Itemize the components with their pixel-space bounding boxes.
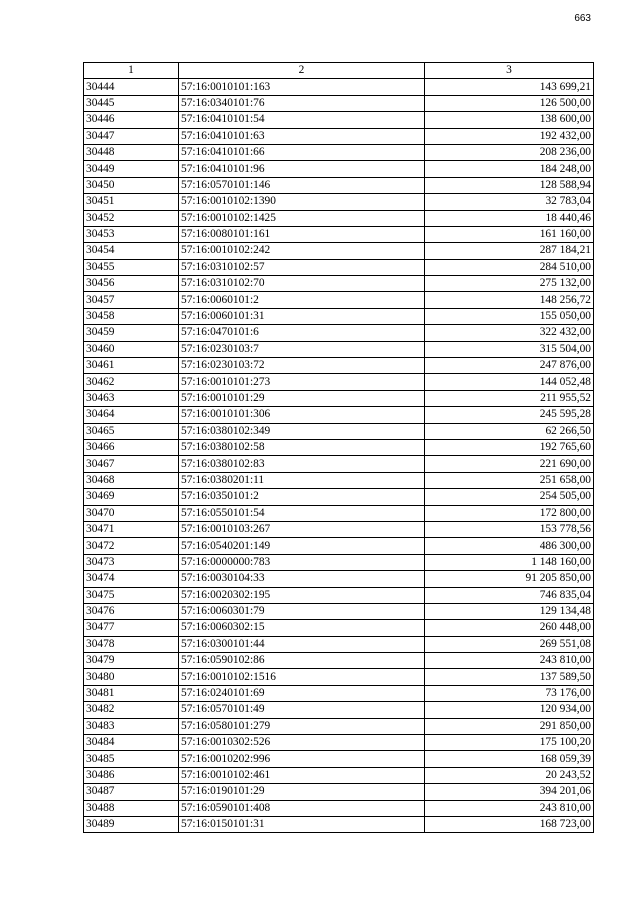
table-row bbox=[84, 407, 594, 423]
row-number: 30453 bbox=[84, 226, 179, 242]
table-row bbox=[84, 390, 594, 406]
table-row bbox=[84, 144, 594, 160]
column-header-2: 2 bbox=[179, 63, 425, 79]
table-row bbox=[84, 292, 594, 308]
table-row bbox=[84, 79, 594, 95]
row-number: 30454 bbox=[84, 243, 179, 259]
cadastral-value: 394 201,06 bbox=[425, 784, 594, 800]
row-number: 30458 bbox=[84, 308, 179, 324]
cadastral-value: 18 440,46 bbox=[425, 210, 594, 226]
cadastral-number: 57:16:0230103:72 bbox=[179, 358, 425, 374]
row-number: 30448 bbox=[84, 144, 179, 160]
cadastral-number: 57:16:0010102:1516 bbox=[179, 669, 425, 685]
cadastral-value-table bbox=[83, 62, 594, 833]
table-row bbox=[84, 194, 594, 210]
cadastral-number: 57:16:0010302:526 bbox=[179, 735, 425, 751]
cadastral-number: 57:16:0010102:1425 bbox=[179, 210, 425, 226]
row-number: 30452 bbox=[84, 210, 179, 226]
cadastral-value: 1 148 160,00 bbox=[425, 554, 594, 570]
row-number: 30473 bbox=[84, 554, 179, 570]
row-number: 30470 bbox=[84, 505, 179, 521]
row-number: 30463 bbox=[84, 390, 179, 406]
cadastral-value: 153 778,56 bbox=[425, 521, 594, 537]
cadastral-number: 57:16:0590102:86 bbox=[179, 653, 425, 669]
table-row bbox=[84, 521, 594, 537]
cadastral-number: 57:16:0570101:146 bbox=[179, 177, 425, 193]
row-number: 30469 bbox=[84, 489, 179, 505]
row-number: 30445 bbox=[84, 95, 179, 111]
row-number: 30489 bbox=[84, 816, 179, 832]
table-row bbox=[84, 112, 594, 128]
cadastral-number: 57:16:0240101:69 bbox=[179, 685, 425, 701]
table-row bbox=[84, 374, 594, 390]
row-number: 30480 bbox=[84, 669, 179, 685]
table-row bbox=[84, 226, 594, 242]
cadastral-value: 322 432,00 bbox=[425, 325, 594, 341]
cadastral-value: 315 504,00 bbox=[425, 341, 594, 357]
cadastral-value: 291 850,00 bbox=[425, 718, 594, 734]
row-number: 30477 bbox=[84, 620, 179, 636]
table-row bbox=[84, 636, 594, 652]
cadastral-number: 57:16:0080101:161 bbox=[179, 226, 425, 242]
cadastral-number: 57:16:0010102:1390 bbox=[179, 194, 425, 210]
row-number: 30486 bbox=[84, 767, 179, 783]
cadastral-value: 128 588,94 bbox=[425, 177, 594, 193]
table-row bbox=[84, 603, 594, 619]
cadastral-value: 91 205 850,00 bbox=[425, 571, 594, 587]
cadastral-number: 57:16:0010101:273 bbox=[179, 374, 425, 390]
cadastral-number: 57:16:0030104:33 bbox=[179, 571, 425, 587]
cadastral-number: 57:16:0350101:2 bbox=[179, 489, 425, 505]
cadastral-value: 138 600,00 bbox=[425, 112, 594, 128]
table-row bbox=[84, 95, 594, 111]
row-number: 30457 bbox=[84, 292, 179, 308]
cadastral-value: 486 300,00 bbox=[425, 538, 594, 554]
row-number: 30476 bbox=[84, 603, 179, 619]
cadastral-number: 57:16:0010202:996 bbox=[179, 751, 425, 767]
table-row bbox=[84, 784, 594, 800]
cadastral-value: 168 059,39 bbox=[425, 751, 594, 767]
cadastral-value: 192 432,00 bbox=[425, 128, 594, 144]
cadastral-number: 57:16:0380102:83 bbox=[179, 456, 425, 472]
table-row bbox=[84, 210, 594, 226]
cadastral-value: 137 589,50 bbox=[425, 669, 594, 685]
table-row bbox=[84, 505, 594, 521]
row-number: 30479 bbox=[84, 653, 179, 669]
cadastral-value: 287 184,21 bbox=[425, 243, 594, 259]
cadastral-number: 57:16:0380102:349 bbox=[179, 423, 425, 439]
cadastral-number: 57:16:0010101:29 bbox=[179, 390, 425, 406]
table-header bbox=[84, 63, 594, 79]
table-row bbox=[84, 308, 594, 324]
row-number: 30475 bbox=[84, 587, 179, 603]
cadastral-value: 260 448,00 bbox=[425, 620, 594, 636]
cadastral-value: 126 500,00 bbox=[425, 95, 594, 111]
cadastral-number: 57:16:0010102:242 bbox=[179, 243, 425, 259]
cadastral-value: 120 934,00 bbox=[425, 702, 594, 718]
cadastral-value: 184 248,00 bbox=[425, 161, 594, 177]
row-number: 30449 bbox=[84, 161, 179, 177]
table-body bbox=[84, 79, 594, 833]
table-row bbox=[84, 702, 594, 718]
cadastral-value: 243 810,00 bbox=[425, 653, 594, 669]
table-row bbox=[84, 653, 594, 669]
table-row bbox=[84, 243, 594, 259]
cadastral-number: 57:16:0540201:149 bbox=[179, 538, 425, 554]
table-row bbox=[84, 718, 594, 734]
table-row bbox=[84, 472, 594, 488]
cadastral-number: 57:16:0380201:11 bbox=[179, 472, 425, 488]
row-number: 30481 bbox=[84, 685, 179, 701]
table-row bbox=[84, 128, 594, 144]
cadastral-value: 73 176,00 bbox=[425, 685, 594, 701]
cadastral-number: 57:16:0340101:76 bbox=[179, 95, 425, 111]
row-number: 30474 bbox=[84, 571, 179, 587]
cadastral-value: 144 052,48 bbox=[425, 374, 594, 390]
table-row bbox=[84, 456, 594, 472]
cadastral-number: 57:16:0310102:70 bbox=[179, 276, 425, 292]
cadastral-number: 57:16:0570101:49 bbox=[179, 702, 425, 718]
cadastral-number: 57:16:0470101:6 bbox=[179, 325, 425, 341]
row-number: 30447 bbox=[84, 128, 179, 144]
cadastral-number: 57:16:0380102:58 bbox=[179, 439, 425, 455]
cadastral-value: 129 134,48 bbox=[425, 603, 594, 619]
row-number: 30444 bbox=[84, 79, 179, 95]
cadastral-value: 175 100,20 bbox=[425, 735, 594, 751]
cadastral-number: 57:16:0230103:7 bbox=[179, 341, 425, 357]
cadastral-number: 57:16:0060101:2 bbox=[179, 292, 425, 308]
cadastral-value: 161 160,00 bbox=[425, 226, 594, 242]
row-number: 30450 bbox=[84, 177, 179, 193]
table-row bbox=[84, 554, 594, 570]
row-number: 30459 bbox=[84, 325, 179, 341]
table-row bbox=[84, 620, 594, 636]
table-row bbox=[84, 816, 594, 832]
cadastral-number: 57:16:0000000:783 bbox=[179, 554, 425, 570]
table-row bbox=[84, 800, 594, 816]
cadastral-number: 57:16:0310102:57 bbox=[179, 259, 425, 275]
table-row bbox=[84, 587, 594, 603]
column-header-1: 1 bbox=[84, 63, 179, 79]
cadastral-value: 254 505,00 bbox=[425, 489, 594, 505]
table-row bbox=[84, 341, 594, 357]
table-row bbox=[84, 259, 594, 275]
cadastral-value: 148 256,72 bbox=[425, 292, 594, 308]
table-row bbox=[84, 423, 594, 439]
row-number: 30466 bbox=[84, 439, 179, 455]
cadastral-number: 57:16:0010101:163 bbox=[179, 79, 425, 95]
cadastral-number: 57:16:0590101:408 bbox=[179, 800, 425, 816]
row-number: 30464 bbox=[84, 407, 179, 423]
table-row bbox=[84, 538, 594, 554]
cadastral-value: 192 765,60 bbox=[425, 439, 594, 455]
cadastral-number: 57:16:0060101:31 bbox=[179, 308, 425, 324]
cadastral-number: 57:16:0010102:461 bbox=[179, 767, 425, 783]
cadastral-value: 172 800,00 bbox=[425, 505, 594, 521]
cadastral-number: 57:16:0410101:66 bbox=[179, 144, 425, 160]
row-number: 30484 bbox=[84, 735, 179, 751]
cadastral-number: 57:16:0410101:63 bbox=[179, 128, 425, 144]
cadastral-number: 57:16:0150101:31 bbox=[179, 816, 425, 832]
cadastral-value: 269 551,08 bbox=[425, 636, 594, 652]
cadastral-number: 57:16:0580101:279 bbox=[179, 718, 425, 734]
cadastral-value: 275 132,00 bbox=[425, 276, 594, 292]
cadastral-value: 168 723,00 bbox=[425, 816, 594, 832]
row-number: 30446 bbox=[84, 112, 179, 128]
row-number: 30456 bbox=[84, 276, 179, 292]
row-number: 30451 bbox=[84, 194, 179, 210]
column-header-3: 3 bbox=[425, 63, 594, 79]
cadastral-value: 20 243,52 bbox=[425, 767, 594, 783]
table-row bbox=[84, 685, 594, 701]
cadastral-value: 208 236,00 bbox=[425, 144, 594, 160]
cadastral-number: 57:16:0010101:306 bbox=[179, 407, 425, 423]
table-row bbox=[84, 489, 594, 505]
cadastral-value: 221 690,00 bbox=[425, 456, 594, 472]
table-row bbox=[84, 177, 594, 193]
page-number: 663 bbox=[574, 13, 591, 24]
row-number: 30465 bbox=[84, 423, 179, 439]
cadastral-number: 57:16:0410101:96 bbox=[179, 161, 425, 177]
cadastral-value: 211 955,52 bbox=[425, 390, 594, 406]
table-row bbox=[84, 161, 594, 177]
table-row bbox=[84, 669, 594, 685]
cadastral-number: 57:16:0020302:195 bbox=[179, 587, 425, 603]
cadastral-number: 57:16:0410101:54 bbox=[179, 112, 425, 128]
row-number: 30460 bbox=[84, 341, 179, 357]
row-number: 30485 bbox=[84, 751, 179, 767]
row-number: 30468 bbox=[84, 472, 179, 488]
table-row bbox=[84, 358, 594, 374]
table-row bbox=[84, 325, 594, 341]
table-row bbox=[84, 767, 594, 783]
cadastral-number: 57:16:0300101:44 bbox=[179, 636, 425, 652]
cadastral-number: 57:16:0010103:267 bbox=[179, 521, 425, 537]
row-number: 30487 bbox=[84, 784, 179, 800]
cadastral-number: 57:16:0060302:15 bbox=[179, 620, 425, 636]
cadastral-value: 247 876,00 bbox=[425, 358, 594, 374]
table-row bbox=[84, 735, 594, 751]
cadastral-value: 243 810,00 bbox=[425, 800, 594, 816]
cadastral-number: 57:16:0550101:54 bbox=[179, 505, 425, 521]
cadastral-value: 32 783,04 bbox=[425, 194, 594, 210]
row-number: 30488 bbox=[84, 800, 179, 816]
cadastral-number: 57:16:0190101:29 bbox=[179, 784, 425, 800]
table-row bbox=[84, 439, 594, 455]
row-number: 30482 bbox=[84, 702, 179, 718]
row-number: 30483 bbox=[84, 718, 179, 734]
cadastral-value: 746 835,04 bbox=[425, 587, 594, 603]
row-number: 30455 bbox=[84, 259, 179, 275]
cadastral-value: 155 050,00 bbox=[425, 308, 594, 324]
row-number: 30461 bbox=[84, 358, 179, 374]
row-number: 30471 bbox=[84, 521, 179, 537]
cadastral-value: 251 658,00 bbox=[425, 472, 594, 488]
cadastral-value: 143 699,21 bbox=[425, 79, 594, 95]
row-number: 30467 bbox=[84, 456, 179, 472]
header-row bbox=[84, 63, 594, 79]
row-number: 30462 bbox=[84, 374, 179, 390]
row-number: 30478 bbox=[84, 636, 179, 652]
cadastral-number: 57:16:0060301:79 bbox=[179, 603, 425, 619]
table-row bbox=[84, 571, 594, 587]
table-row bbox=[84, 276, 594, 292]
cadastral-value: 245 595,28 bbox=[425, 407, 594, 423]
table-row bbox=[84, 751, 594, 767]
cadastral-value: 284 510,00 bbox=[425, 259, 594, 275]
row-number: 30472 bbox=[84, 538, 179, 554]
cadastral-value: 62 266,50 bbox=[425, 423, 594, 439]
